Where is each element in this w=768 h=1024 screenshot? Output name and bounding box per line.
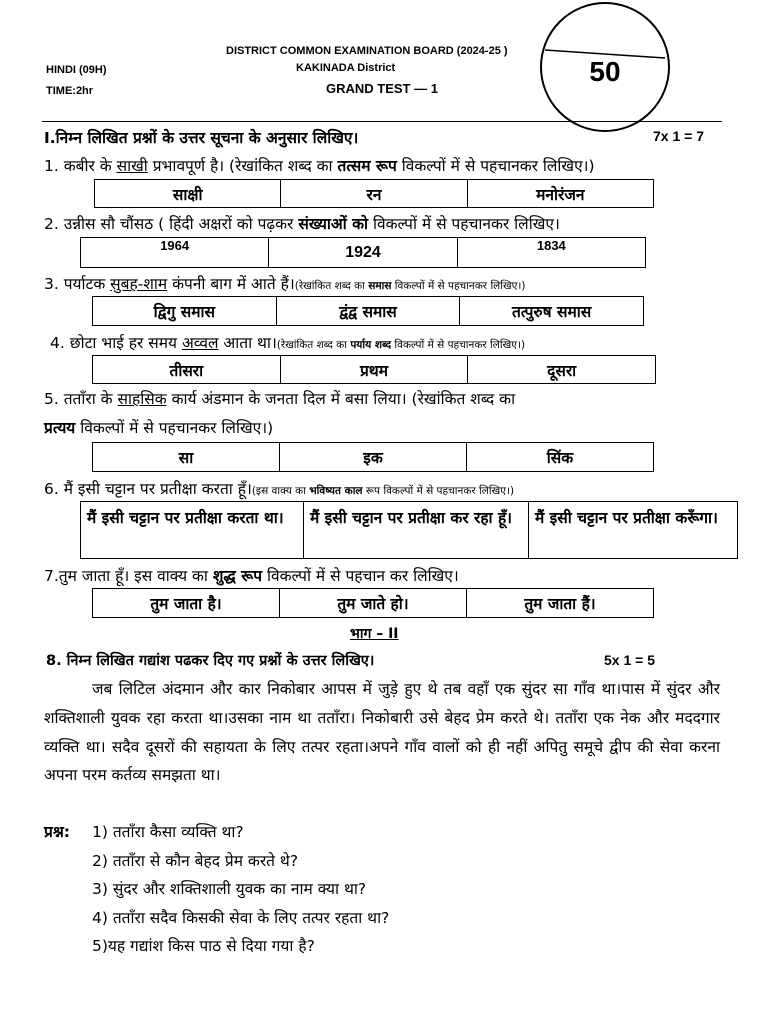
q5-options [92, 442, 654, 472]
q5-option-3[interactable]: सिंक [467, 443, 654, 472]
q1-option-2[interactable]: रन [281, 180, 467, 208]
q2-options [80, 237, 646, 268]
q2-option-1[interactable]: 1964 [81, 238, 269, 268]
q7-option-3[interactable]: तुम जाता हैं। [467, 589, 654, 618]
q3-option-1[interactable]: द्विगु समास [93, 297, 277, 326]
q6-option-1[interactable]: मैं इसी चट्टान पर प्रतीक्षा करता था। [81, 502, 304, 559]
question-4: 4. छोटा भाई हर समय अव्वल आता था।(रेखांकित शब्द का पर्याय शब्द विकल्पों में से पहचानकर लिखिए।) [50, 334, 526, 352]
questions-label: प्रश्न: [44, 823, 70, 841]
section1-marks: 7x 1 = 7 [653, 128, 704, 144]
question-2: 2. उन्नीस सौ चौंसठ ( हिंदी अक्षरों को पढ़कर संख्याओं को विकल्पों में से पहचानकर लिखिए। [44, 215, 560, 233]
part2-heading: भाग – II [350, 626, 399, 642]
q8-title: 8. निम्न लिखित गद्यांश पढकर दिए गए प्रश्नों के उत्तर लिखिए। [46, 653, 375, 669]
q3-options [92, 296, 644, 326]
test-title: GRAND TEST — 1 [326, 81, 438, 96]
question-5-line2: प्रत्यय विकल्पों में से पहचानकर लिखिए।) [44, 419, 274, 437]
question-6: 6. मैं इसी चट्टान पर प्रतीक्षा करता हूँ।(इस वाक्य का भविष्यत काल रूप विकल्पों में से पहचानकर लिखिए।) [44, 480, 515, 498]
q1-options [94, 179, 654, 208]
q1-option-1[interactable]: साक्षी [95, 180, 281, 208]
q5-option-1[interactable]: सा [93, 443, 280, 472]
q7-option-1[interactable]: तुम जाता है। [93, 589, 280, 618]
q7-option-2[interactable]: तुम जाते हो। [280, 589, 467, 618]
passage-question-4: 4) तताँरा सदैव किसकी सेवा के लिए तत्पर रहता था? [92, 909, 390, 927]
q6-option-2[interactable]: मैं इसी चट्टान पर प्रतीक्षा कर रहा हूँ। [304, 502, 529, 559]
q6-option-3[interactable]: मैं इसी चट्टान पर प्रतीक्षा करूँगा। [529, 502, 738, 559]
question-7: 7.तुम जाता हूँ। इस वाक्य का शुद्ध रूप विकल्पों में से पहचान कर लिखिए। [44, 567, 459, 585]
question-5-line1: 5. तताँरा के साहसिक कार्य अंडमान के जनता दिल में बसा लिया। (रेखांकित शब्द का [44, 390, 516, 408]
board-name: DISTRICT COMMON EXAMINATION BOARD (2024-25 ) [226, 45, 508, 57]
q3-option-2[interactable]: द्वंद्व समास [276, 297, 460, 326]
q7-options [92, 588, 654, 618]
q4-options [92, 355, 656, 384]
question-3: 3. पर्याटक सुबह-शाम कंपनी बाग में आते हैं।(रेखांकित शब्द का समास विकल्पों में से पहचानकर लिखिए।) [44, 275, 526, 293]
question-1: 1. कबीर के साखी प्रभावपूर्ण है। (रेखांकित शब्द का तत्सम रूप विकल्पों में से पहचानकर लिखिए।) [44, 157, 595, 175]
section1-title: I.निम्न लिखित प्रश्नों के उत्तर सूचना के अनुसार लिखिए। [44, 129, 359, 147]
q4-option-3[interactable]: दूसरा [468, 356, 656, 384]
header-rule [42, 121, 722, 122]
passage-question-3: 3) सुंदर और शक्तिशाली युवक का नाम क्या था? [92, 880, 367, 898]
q1-option-3[interactable]: मनोरंजन [467, 180, 653, 208]
passage-question-5: 5)यह गद्यांश किस पाठ से दिया गया है? [92, 937, 315, 955]
q5-option-2[interactable]: इक [280, 443, 467, 472]
q2-option-3[interactable]: 1834 [457, 238, 645, 268]
q3-option-3[interactable]: तत्पुरुष समास [460, 297, 644, 326]
q8-marks: 5x 1 = 5 [604, 652, 655, 668]
passage-question-1: 1) तताँरा कैसा व्यक्ति था? [92, 823, 244, 841]
q2-option-2[interactable]: 1924 [269, 238, 457, 268]
q4-option-1[interactable]: तीसरा [93, 356, 281, 384]
subject-code: HINDI (09H) [46, 64, 107, 76]
total-marks: 50 [589, 56, 621, 87]
passage-question-2: 2) तताँरा से कौन बेहद प्रेम करते थे? [92, 852, 299, 870]
q6-options [80, 501, 738, 559]
q4-option-2[interactable]: प्रथम [280, 356, 468, 384]
exam-time: TIME:2hr [46, 85, 94, 97]
passage: जब लिटिल अंदमान और कार निकोबार आपस में जुड़े हुए थे तब वहाँ एक सुंदर सा गाँव था।पास में सुंदर और शक्तिशाली युवक रहा करता था।उसका नाम था तताँरा। निकोबारी उसे बेहद प्रेम करते थे। तताँरा एक नेक और मददगार व्यक्ति था। सदैव दूसरों की सहायता के लिए तत्पर रहता।अपने गाँव वालों को ही नहीं अपितु समूचे द्वीप की सेवा करना अपना परम कर्तव्य समझता था। [44, 680, 720, 785]
marks-circle [540, 2, 670, 132]
district-name: KAKINADA District [296, 62, 396, 74]
